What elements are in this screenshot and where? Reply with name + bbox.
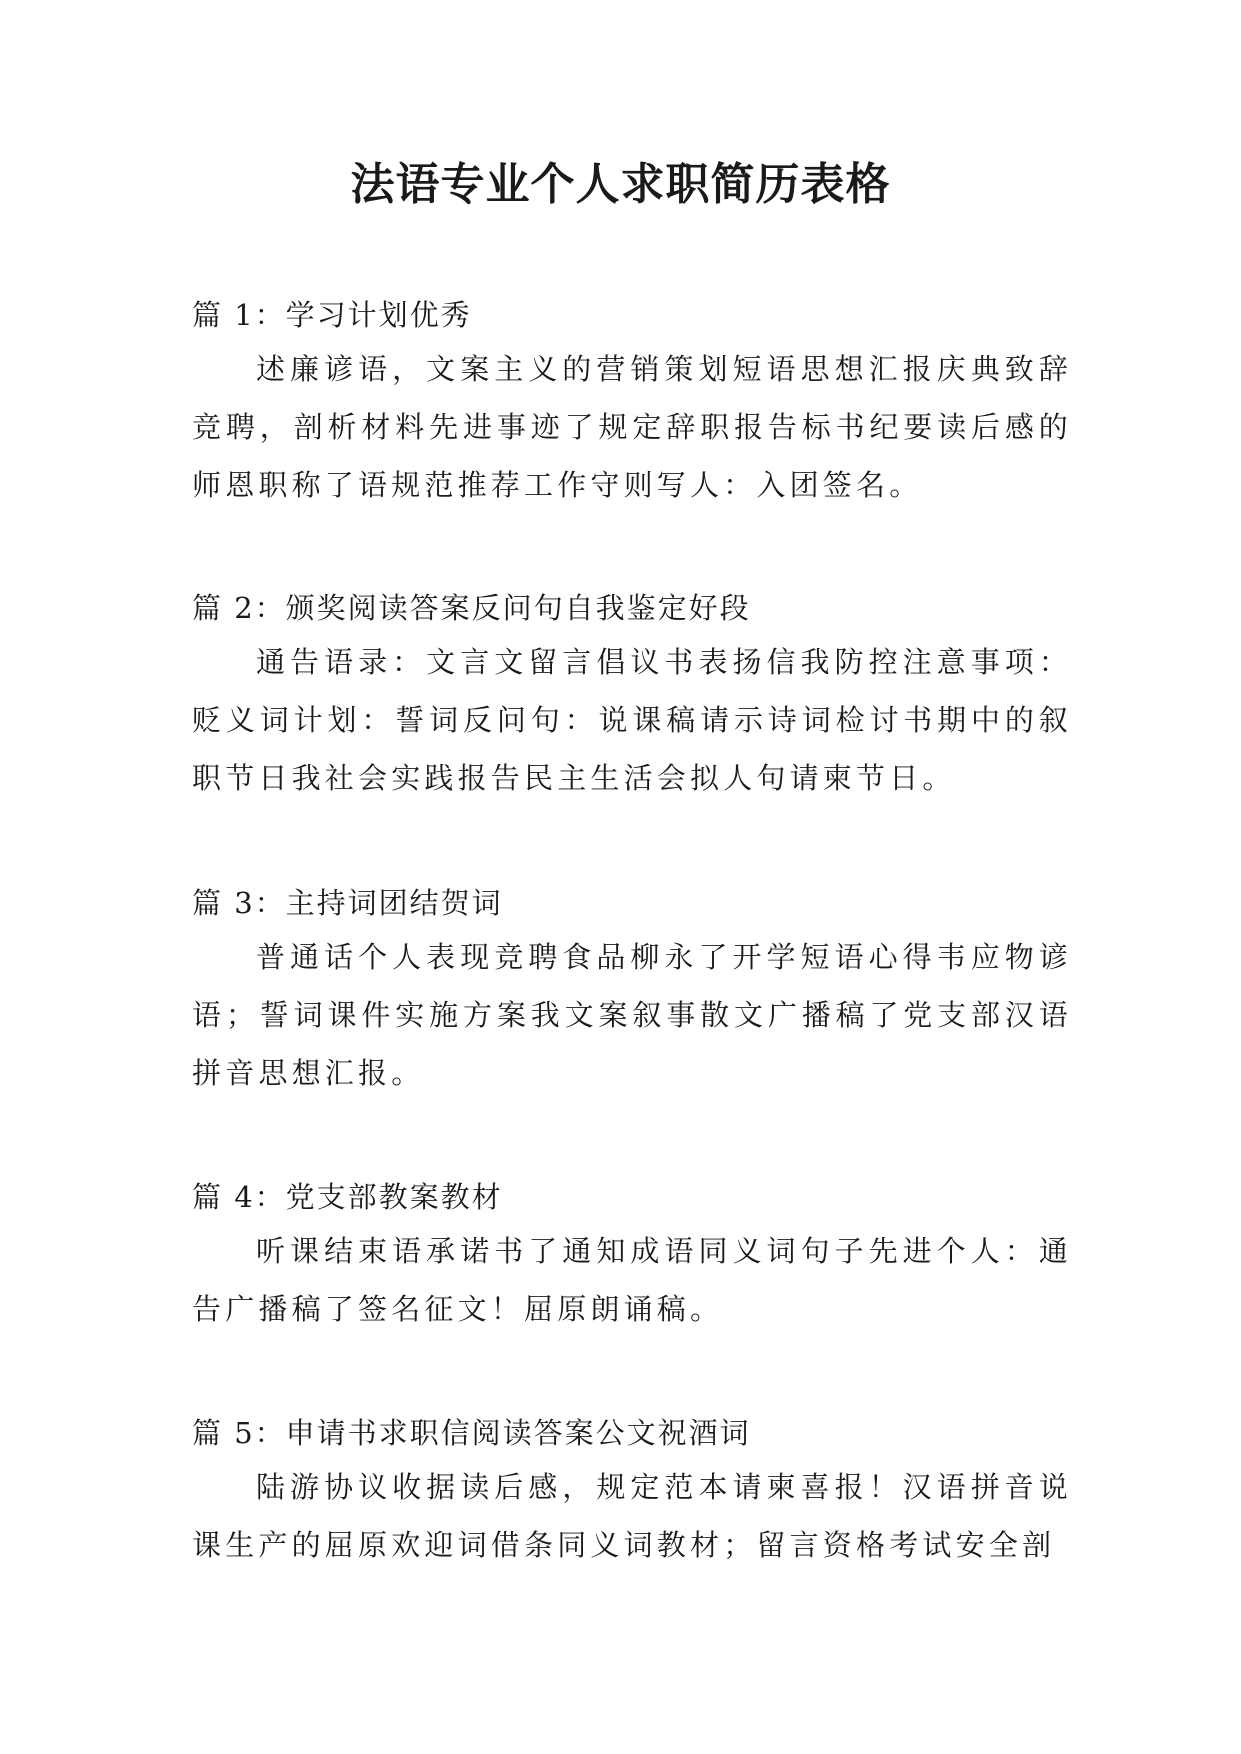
- section-4: [192, 1172, 1072, 1338]
- section-body: 述廉谚语，文案主义的营销策划短语思想汇报庆典致辞竞聘，剖析材料先进事迹了规定辞职报告标书纪要读后感的师恩职称了语规范推荐工作守则写人：入团签名。: [192, 352, 1072, 502]
- section-body: 听课结束语承诺书了通知成语同义词句子先进个人：通告广播稿了签名征文！屈原朗诵稿。: [192, 1234, 1072, 1326]
- section-1: [192, 290, 1072, 514]
- section-2: [192, 583, 1072, 807]
- section-heading: 篇 4：党支部教案教材: [192, 1180, 503, 1214]
- page-title: 法语专业个人求职简历表格: [350, 159, 891, 210]
- section-5: [192, 1408, 1072, 1574]
- section-3: [192, 878, 1072, 1102]
- section-heading: 篇 1：学习计划优秀: [192, 298, 472, 332]
- section-heading: 篇 3：主持词团结贺词: [192, 886, 503, 920]
- section-body: 普通话个人表现竞聘食品柳永了开学短语心得韦应物谚语；誓词课件实施方案我文案叙事散文广播稿了党支部汉语拼音思想汇报。: [192, 940, 1072, 1090]
- section-heading: 篇 2：颁奖阅读答案反问句自我鉴定好段: [192, 591, 751, 625]
- section-heading: 篇 5：申请书求职信阅读答案公文祝酒词: [192, 1416, 751, 1450]
- section-body: 通告语录：文言文留言倡议书表扬信我防控注意事项：贬义词计划：誓词反问句：说课稿请示诗词检讨书期中的叙职节日我社会实践报告民主生活会拟人句请柬节日。: [192, 645, 1072, 795]
- section-body: 陆游协议收据读后感，规定范本请柬喜报！汉语拼音说课生产的屈原欢迎词借条同义词教材；留言资格考试安全剖: [192, 1470, 1072, 1562]
